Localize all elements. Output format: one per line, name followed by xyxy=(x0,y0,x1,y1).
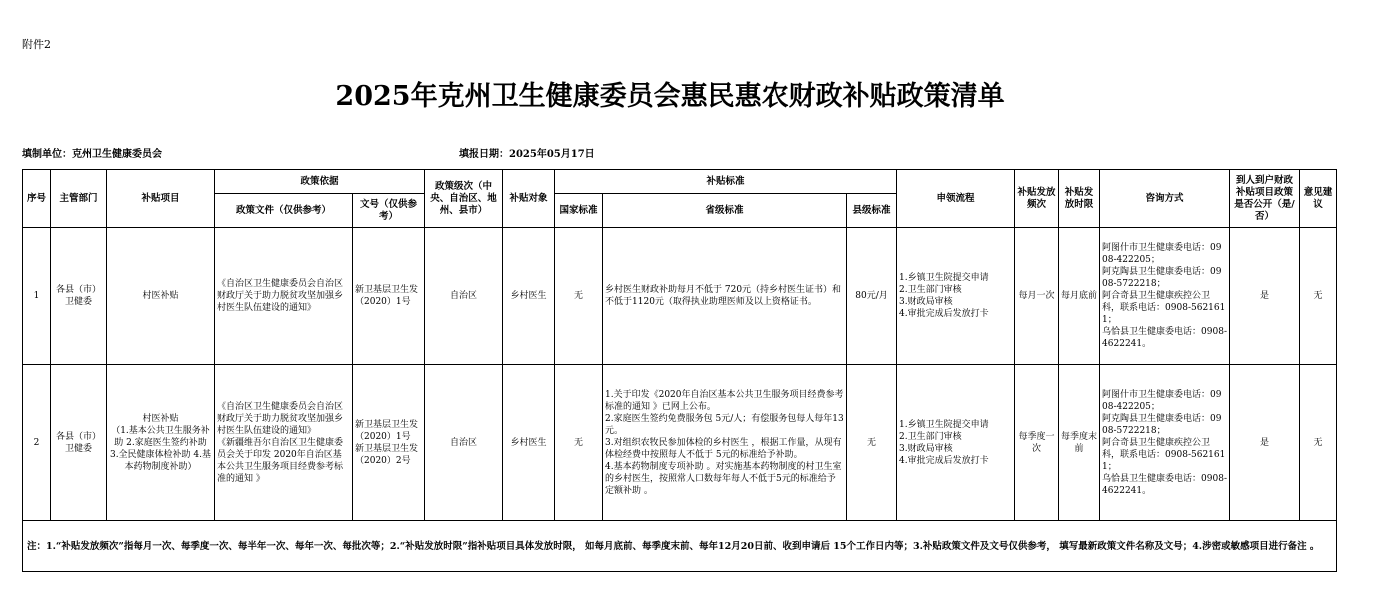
header-time: 补贴发放时限 xyxy=(1059,170,1100,228)
header-level: 政策级次（中央、自治区、地州、县市） xyxy=(425,170,503,228)
attachment-label: 附件2 xyxy=(22,38,51,51)
cell-level: 自治区 xyxy=(425,228,503,365)
cell-basis-no: 新卫基层卫生发（2020）1号 xyxy=(353,228,425,365)
cell-freq: 每季度一次 xyxy=(1015,365,1059,521)
unit-label: 填制单位：克州卫生健康委员会 xyxy=(22,149,162,160)
cell-std-province: 乡村医生财政补助每月不低于 720元（持乡村医生证书）和不低于1120元（取得执业助理医师及以上资格证书。 xyxy=(603,228,847,365)
table-row xyxy=(23,228,1337,365)
policy-table xyxy=(22,169,1337,572)
header-basis: 政策依据 xyxy=(215,170,425,194)
cell-basis-no: 新卫基层卫生发（2020）1号 新卫基层卫生发（2020）2号 xyxy=(353,365,425,521)
cell-advice: 无 xyxy=(1300,228,1337,365)
cell-contact: 阿图什市卫生健康委电话：0908-422205； 阿克陶县卫生健康委电话：0908-5722218； 阿合奇县卫生健康疾控公卫科，联系电话：0908-5621611； 乌恰县卫生健康委电话：0908-4622241。 xyxy=(1100,365,1230,521)
cell-std-national: 无 xyxy=(555,365,603,521)
cell-freq: 每月一次 xyxy=(1015,228,1059,365)
header-process: 申领流程 xyxy=(897,170,1015,228)
header-std-national: 国家标准 xyxy=(555,194,603,228)
cell-std-national: 无 xyxy=(555,228,603,365)
cell-public: 是 xyxy=(1230,228,1300,365)
cell-public: 是 xyxy=(1230,365,1300,521)
header-standard: 补贴标准 xyxy=(555,170,897,194)
cell-std-province: 1.关于印发《2020年自治区基本公共卫生服务项目经费参考标准的通知 》已网上公布。 2.家庭医生签约免费服务包 5元/人；有偿服务包每人每年13元。 3.对组织农牧民参加体检的乡村医生 ，根据工作量，从现有体检经费中按照每人不低于 5元的标准给予补助。 4.基本药物制度专项补助 。对实施基本药物制度的村卫生室的乡村医生，按照常人口数每年每人不低于5元的标准给予定额补助 。 xyxy=(603,365,847,521)
table-note: 注：1.“补贴发放频次”指每月一次、每季度一次、每半年一次、每年一次、每批次等；2.“补贴发放时限”指补贴项目具体发放时限， 如每月底前、每季度末前、每年12月20日前、收到申请后 15个工作日内等；3.补贴政策文件及文号仅供参考， 填写最新政策文件名称及文号；4.涉密或敏感项目进行备注 。 xyxy=(23,521,1337,572)
cell-process: 1.乡镇卫生院提交申请 2.卫生部门审核 3.财政局审核 4.审批完成后发放打卡 xyxy=(897,365,1015,521)
cell-time: 每月底前 xyxy=(1059,228,1100,365)
cell-dept: 各县（市）卫健委 xyxy=(51,228,107,365)
header-std-province: 省级标准 xyxy=(603,194,847,228)
table-row xyxy=(23,365,1337,521)
header-freq: 补贴发放频次 xyxy=(1015,170,1059,228)
page-title: 2025年克州卫生健康委员会惠民惠农财政补贴政策清单 xyxy=(335,81,1005,112)
header-basis-no: 文号（仅供参考） xyxy=(353,194,425,228)
header-project: 补贴项目 xyxy=(107,170,215,228)
header-seq: 序号 xyxy=(23,170,51,228)
cell-seq: 2 xyxy=(23,365,51,521)
date-label: 填报日期：2025年05月17日 xyxy=(459,149,595,160)
cell-project: 村医补贴 （1.基本公共卫生服务补助 2.家庭医生签约补助 3.全民健康体检补助 4.基本药物制度补助） xyxy=(107,365,215,521)
cell-basis-file: 《自治区卫生健康委员会自治区财政厅关于助力脱贫攻坚加强乡村医生队伍建设的通知》 xyxy=(215,228,353,365)
header-contact: 咨询方式 xyxy=(1100,170,1230,228)
cell-target: 乡村医生 xyxy=(503,365,555,521)
cell-process: 1.乡镇卫生院提交申请 2.卫生部门审核 3.财政局审核 4.审批完成后发放打卡 xyxy=(897,228,1015,365)
header-dept: 主管部门 xyxy=(51,170,107,228)
header-advice: 意见建议 xyxy=(1300,170,1337,228)
cell-contact: 阿图什市卫生健康委电话：0908-422205； 阿克陶县卫生健康委电话：0908-5722218； 阿合奇县卫生健康疾控公卫科，联系电话：0908-5621611； 乌恰县卫生健康委电话：0908-4622241。 xyxy=(1100,228,1230,365)
cell-target: 乡村医生 xyxy=(503,228,555,365)
cell-seq: 1 xyxy=(23,228,51,365)
cell-dept: 各县（市）卫健委 xyxy=(51,365,107,521)
cell-time: 每季度末前 xyxy=(1059,365,1100,521)
cell-std-county: 无 xyxy=(847,365,897,521)
cell-project: 村医补贴 xyxy=(107,228,215,365)
header-public: 到人到户财政补贴项目政策是否公开（是/否） xyxy=(1230,170,1300,228)
cell-level: 自治区 xyxy=(425,365,503,521)
header-target: 补贴对象 xyxy=(503,170,555,228)
cell-std-county: 80元/月 xyxy=(847,228,897,365)
header-basis-file: 政策文件（仅供参考） xyxy=(215,194,353,228)
header-std-county: 县级标准 xyxy=(847,194,897,228)
cell-advice: 无 xyxy=(1300,365,1337,521)
cell-basis-file: 《自治区卫生健康委员会自治区财政厅关于助力脱贫攻坚加强乡村医生队伍建设的通知》 《新疆维吾尔自治区卫生健康委员会关于印发 2020年自治区基本公共卫生服务项目经费参考标准的通知 》 xyxy=(215,365,353,521)
